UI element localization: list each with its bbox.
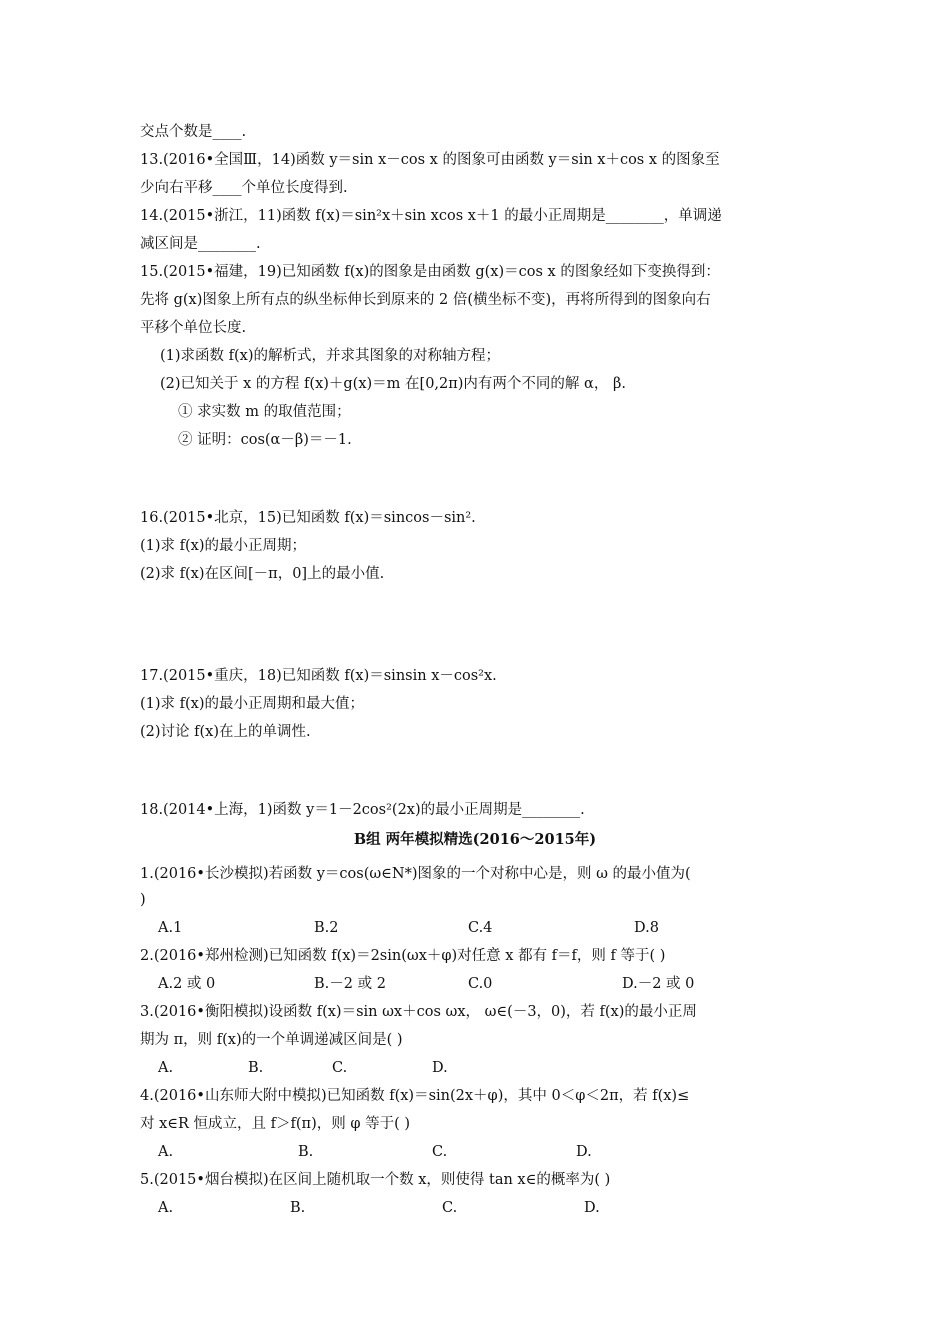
option-b: B.－2 或 2 xyxy=(314,976,386,992)
sub-question: (1)求函数 f(x)的解析式，并求其图象的对称轴方程； xyxy=(160,348,501,364)
option-a: A. xyxy=(158,1200,174,1216)
sub-question: ② 证明：cos(α－β)＝－1. xyxy=(178,432,352,448)
sub-question: ① 求实数 m 的取值范围； xyxy=(178,404,351,420)
sub-question: (2)讨论 f(x)在上的单调性. xyxy=(140,724,311,740)
sub-question: (1)求 f(x)的最小正周期和最大值； xyxy=(140,696,365,712)
option-b: B. xyxy=(290,1200,306,1216)
problem-16: 16.(2015•北京，15)已知函数 f(x)＝sincos－sin². xyxy=(140,510,476,526)
mc-question-5: 5.(2015•烟台模拟)在区间上随机取一个数 x，则使得 tan x∈的概率为( ) xyxy=(140,1172,611,1188)
sub-question: (2)已知关于 x 的方程 f(x)＋g(x)＝m 在[0,2π)内有两个不同的解 α， β. xyxy=(160,376,626,392)
text-line: 交点个数是____. xyxy=(140,124,247,140)
text-line: ) xyxy=(140,892,146,908)
problem-17: 17.(2015•重庆，18)已知函数 f(x)＝sinsin x－cos²x. xyxy=(140,668,497,684)
text-line: 少向右平移____个单位长度得到. xyxy=(140,180,348,196)
option-b: B. xyxy=(248,1060,264,1076)
option-b: B.2 xyxy=(314,920,339,936)
problem-15: 15.(2015•福建，19)已知函数 f(x)的图象是由函数 g(x)＝cos x 的图象经如下变换得到： xyxy=(140,264,720,280)
sub-question: (2)求 f(x)在区间[－π，0]上的最小值. xyxy=(140,566,385,582)
option-c: C.4 xyxy=(468,920,493,936)
option-c: C. xyxy=(442,1200,458,1216)
text-line: 期为 π，则 f(x)的一个单调递减区间是( ) xyxy=(140,1032,403,1048)
mc-question-4: 4.(2016•山东师大附中模拟)已知函数 f(x)＝sin(2x＋φ)，其中 0＜φ＜2π，若 f(x)≤ xyxy=(140,1088,690,1104)
text-line: 平移个单位长度. xyxy=(140,320,247,336)
option-a: A.2 或 0 xyxy=(158,976,216,992)
option-a: A.1 xyxy=(158,920,183,936)
option-d: D. xyxy=(584,1200,600,1216)
option-c: C. xyxy=(432,1144,448,1160)
sub-question: (1)求 f(x)的最小正周期； xyxy=(140,538,307,554)
option-c: C.0 xyxy=(468,976,493,992)
problem-18: 18.(2014•上海，1)函数 y＝1－2cos²(2x)的最小正周期是________. xyxy=(140,802,585,818)
option-b: B. xyxy=(298,1144,314,1160)
text-line: 对 x∈R 恒成立，且 f＞f(π)，则 φ 等于( ) xyxy=(140,1116,411,1132)
text-line: 先将 g(x)图象上所有点的纵坐标伸长到原来的 2 倍(横坐标不变)，再将所得到的图象向右 xyxy=(140,292,711,308)
text-line: 减区间是________. xyxy=(140,236,261,252)
mc-question-1: 1.(2016•长沙模拟)若函数 y＝cos(ω∈N*)图象的一个对称中心是，则 ω 的最小值为( xyxy=(140,866,691,882)
problem-14: 14.(2015•浙江，11)函数 f(x)＝sin²x＋sin xcos x＋1 的最小正周期是________，单调递 xyxy=(140,208,722,224)
option-a: A. xyxy=(158,1060,174,1076)
mc-question-3: 3.(2016•衡阳模拟)设函数 f(x)＝sin ωx＋cos ωx， ω∈(－3，0)，若 f(x)的最小正周 xyxy=(140,1004,697,1020)
section-heading: B组 两年模拟精选(2016～2015年) xyxy=(353,831,597,848)
option-d: D. xyxy=(576,1144,592,1160)
option-d: D.8 xyxy=(634,920,659,936)
option-d: D. xyxy=(432,1060,448,1076)
mc-question-2: 2.(2016•郑州检测)已知函数 f(x)＝2sin(ωx＋φ)对任意 x 都有 f＝f，则 f 等于( ) xyxy=(140,948,666,964)
option-a: A. xyxy=(158,1144,174,1160)
problem-13: 13.(2016•全国Ⅲ，14)函数 y＝sin x－cos x 的图象可由函数 y＝sin x＋cos x 的图象至 xyxy=(140,152,720,168)
option-d: D.－2 或 0 xyxy=(622,976,695,992)
option-c: C. xyxy=(332,1060,348,1076)
